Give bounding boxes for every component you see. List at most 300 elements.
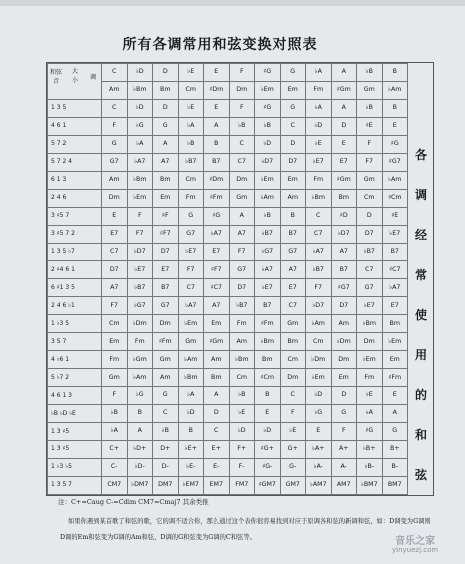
chord-cell: F [357, 135, 383, 153]
chord-cell: ♭B [102, 405, 128, 423]
chord-cell: ♭Bm [357, 315, 383, 333]
major-key-header: ♭A [306, 64, 332, 82]
chord-cell: ♯D [331, 207, 357, 225]
chord-cell: ♭D+ [127, 441, 153, 459]
chord-tones-cell: 1 3 5 [48, 99, 102, 117]
chord-cell: C7 [306, 225, 332, 243]
chord-cell: Cm [306, 333, 332, 351]
chord-cell: Am [153, 369, 179, 387]
side-title-char: 经 [414, 228, 427, 242]
chord-cell: ♯G7 [331, 279, 357, 297]
major-key-header: ♭B [357, 64, 383, 82]
chord-row [48, 171, 408, 189]
chord-cell: G [178, 207, 204, 225]
chord-cell: D [153, 99, 179, 117]
chord-row [48, 423, 408, 441]
header-corner-label: 大小 [71, 68, 78, 84]
chord-cell: F+ [229, 441, 255, 459]
chord-cell: F7 [306, 279, 332, 297]
chord-cell: ♭A [306, 99, 332, 117]
chord-cell: ♭E+ [178, 441, 204, 459]
chord-cell: A+ [331, 441, 357, 459]
chord-cell: Am [229, 333, 255, 351]
chord-cell: ♭B7 [255, 225, 281, 243]
side-title-char: 各 [414, 148, 427, 162]
chord-cell: ♭E [306, 135, 332, 153]
chord-cell: ♭Am [255, 189, 281, 207]
chord-cell: C7 [229, 153, 255, 171]
chord-cell: D [331, 117, 357, 135]
chord-cell: F [102, 387, 128, 405]
chord-cell: F [102, 117, 128, 135]
chord-cell: C [153, 405, 179, 423]
chord-cell: ♯Cm [382, 189, 408, 207]
chord-tones-cell: 1 3 5 7 [48, 476, 102, 494]
chord-cell: Em [204, 315, 230, 333]
chord-cell: Fm [306, 171, 332, 189]
chord-cell: ♭E [280, 423, 306, 441]
chord-cell: B [127, 405, 153, 423]
minor-key-header: Fm [306, 81, 332, 99]
chord-cell: ♭A- [306, 458, 332, 476]
chord-cell: ♭B [178, 135, 204, 153]
major-key-header: D [153, 64, 179, 82]
chord-cell: C [229, 135, 255, 153]
chord-tones-cell: 1 3 ♯5 [48, 423, 102, 441]
chord-cell: A7 [102, 279, 128, 297]
chord-cell: A- [331, 458, 357, 476]
chord-cell: Gm [280, 315, 306, 333]
chord-cell: ♭B- [357, 458, 383, 476]
chord-cell: ♭Am [127, 369, 153, 387]
chord-row [48, 225, 408, 243]
chord-cell: ♭A7 [255, 261, 281, 279]
chord-cell: C7 [102, 243, 128, 261]
minor-key-header: Gm [357, 81, 383, 99]
chord-cell: ♭A7 [382, 279, 408, 297]
chord-cell: Bm [382, 315, 408, 333]
chord-cell: D [357, 207, 383, 225]
chord-cell: D [204, 405, 230, 423]
chord-cell: ♭B7 [306, 261, 332, 279]
chord-cell: ♭E7 [178, 243, 204, 261]
chord-row [48, 405, 408, 423]
minor-key-header: ♭Bm [127, 81, 153, 99]
chord-cell: G7 [280, 243, 306, 261]
chord-cell: ♭Bm [229, 351, 255, 369]
chord-cell: ♭B [255, 117, 281, 135]
chord-cell: Em [382, 351, 408, 369]
chord-cell: C [204, 423, 230, 441]
chord-cell: F7 [178, 261, 204, 279]
chord-cell: ♭A7 [178, 297, 204, 315]
chord-cell: Gm [178, 333, 204, 351]
chord-cell: ♭E7 [127, 261, 153, 279]
chord-cell: ♭Gm [127, 351, 153, 369]
chord-cell: ♭B7 [127, 279, 153, 297]
chord-cell: ♭G7 [127, 297, 153, 315]
chord-cell: D7 [280, 153, 306, 171]
chord-tones-cell: 4 6 1 3 [48, 387, 102, 405]
major-key-header: C [102, 64, 128, 82]
chord-cell: Gm [153, 351, 179, 369]
chord-cell: F [229, 99, 255, 117]
chord-tones-cell: 3 5 7 [48, 333, 102, 351]
chord-cell: G [102, 135, 128, 153]
chord-cell: D+ [153, 441, 179, 459]
chord-tones-cell: 2 ♯4 6 1 [48, 261, 102, 279]
chord-cell: Cm [280, 351, 306, 369]
chord-cell: ♭D [306, 117, 332, 135]
chord-row [48, 369, 408, 387]
chord-cell: ♭Am [382, 171, 408, 189]
chord-row [48, 441, 408, 459]
chord-cell: ♭D7 [331, 225, 357, 243]
chord-cell: Am [280, 189, 306, 207]
chord-cell: F7 [229, 243, 255, 261]
chord-tones-cell: 2 4 6 ♭1 [48, 297, 102, 315]
chord-cell: ♭D [306, 387, 332, 405]
minor-key-header: ♭Am [382, 81, 408, 99]
chord-cell: ♭E7 [357, 297, 383, 315]
footnote-abbreviations: 注：C+=Caug C-=Cdim CM7=Cmaj7 其余类推 [58, 498, 209, 506]
chord-cell: A7 [153, 153, 179, 171]
chord-cell: ♯G [255, 99, 281, 117]
chord-cell: G7 [178, 225, 204, 243]
chord-cell: ♭A [127, 135, 153, 153]
chord-tones-cell: 6 1 3 [48, 171, 102, 189]
chord-cell: ♭B [229, 117, 255, 135]
major-key-header: B [382, 64, 408, 82]
chord-cell: A7 [229, 225, 255, 243]
chord-cell: ♭Dm [331, 333, 357, 351]
chord-cell: E7 [204, 243, 230, 261]
chord-cell: E [382, 117, 408, 135]
chord-cell: Bm [204, 369, 230, 387]
chord-cell: C7 [178, 279, 204, 297]
chord-cell: GM7 [280, 476, 306, 494]
chord-cell: ♭DM7 [127, 476, 153, 494]
minor-key-header: Am [102, 81, 128, 99]
chord-cell: ♯G [382, 135, 408, 153]
chord-cell: ♯GM7 [255, 476, 281, 494]
major-key-header: A [331, 64, 357, 82]
header-corner-label: 和弦音 [50, 69, 63, 85]
chord-cell: ♭B [153, 423, 179, 441]
minor-key-header: Bm [153, 81, 179, 99]
chord-cell: Am [331, 315, 357, 333]
chord-cell: ♯F7 [204, 261, 230, 279]
chord-cell: G- [280, 458, 306, 476]
chord-tones-cell: 3 ♯5 7 2 [48, 225, 102, 243]
chord-cell: ♭Dm [127, 315, 153, 333]
chord-tones-cell: 4 6 1 [48, 117, 102, 135]
chord-cell: ♯C7 [204, 279, 230, 297]
chord-cell: ♭Em [382, 333, 408, 351]
chord-row [48, 189, 408, 207]
chord-cell: ♭B7 [357, 243, 383, 261]
major-key-header: ♯G [255, 64, 281, 82]
chord-cell: G [382, 423, 408, 441]
chord-cell: D7 [102, 261, 128, 279]
chord-cell: ♭Dm [306, 351, 332, 369]
side-title-char: 调 [414, 188, 427, 202]
chord-cell: ♭Bm [178, 369, 204, 387]
chord-cell: C [280, 117, 306, 135]
chord-tones-cell: 3 ♯5 7 [48, 207, 102, 225]
page-top-edge [0, 0, 465, 6]
chord-cell: F7 [357, 153, 383, 171]
side-title-char: 使 [414, 308, 427, 322]
chord-cell: ♯E [357, 117, 383, 135]
chord-cell: ♭Bm [127, 171, 153, 189]
chord-cell: B7 [331, 261, 357, 279]
chord-cell: ♭Em [127, 189, 153, 207]
side-title-char: 的 [414, 388, 427, 402]
chord-cell: E7 [331, 153, 357, 171]
chord-cell: ♯Gm [331, 171, 357, 189]
chord-row [48, 117, 408, 135]
header-row-major [48, 64, 408, 82]
chord-cell: E [382, 387, 408, 405]
chord-cell: EM7 [204, 476, 230, 494]
chord-cell: ♭D [229, 423, 255, 441]
chord-cell: E7 [102, 225, 128, 243]
chord-cell: ♭A7 [127, 153, 153, 171]
chord-cell: B7 [255, 297, 281, 315]
chord-cell: ♭BM7 [357, 476, 383, 494]
chord-cell: E+ [204, 441, 230, 459]
chord-cell: C7 [357, 261, 383, 279]
chord-row [48, 261, 408, 279]
chord-cell: Cm [229, 369, 255, 387]
chord-cell: E7 [280, 279, 306, 297]
chord-cell: FM7 [229, 476, 255, 494]
minor-key-header: Em [280, 81, 306, 99]
chord-cell: ♭Em [178, 315, 204, 333]
chord-cell: ♯Fm [382, 369, 408, 387]
chord-tones-cell: 1 3 5 ♭7 [48, 243, 102, 261]
chord-cell: ♭A [178, 117, 204, 135]
chord-cell: Bm [331, 189, 357, 207]
chord-cell: ♭E7 [382, 225, 408, 243]
chord-tones-cell: 4 ♭6 1 [48, 351, 102, 369]
chord-cell: ♭E [357, 387, 383, 405]
chord-cell: C [102, 99, 128, 117]
chord-cell: Dm [153, 315, 179, 333]
chord-cell: CM7 [102, 476, 128, 494]
chord-cell: G7 [102, 153, 128, 171]
chord-cell: B7 [153, 279, 179, 297]
chord-cell: C7 [280, 297, 306, 315]
chord-cell: ♭A7 [306, 243, 332, 261]
header-corner-label: 调 [90, 74, 97, 81]
chord-cell: ♭A [178, 387, 204, 405]
chord-cell: ♯G- [255, 458, 281, 476]
chord-cell: G [331, 405, 357, 423]
chord-cell: ♯G [357, 423, 383, 441]
chord-cell: Em [331, 369, 357, 387]
chord-cell: ♭Em [255, 171, 281, 189]
chord-cell: ♯F7 [153, 225, 179, 243]
chord-cell: ♭B7 [178, 153, 204, 171]
chord-cell: ♭G7 [255, 243, 281, 261]
chord-row [48, 279, 408, 297]
major-key-header: F [229, 64, 255, 82]
chord-cell: D7 [153, 243, 179, 261]
chord-cell: AM7 [331, 476, 357, 494]
chord-chart-frame [46, 62, 434, 496]
chord-cell: A [229, 207, 255, 225]
chord-cell: ♯Gm [204, 333, 230, 351]
chord-cell: F [331, 423, 357, 441]
major-key-header: E [204, 64, 230, 82]
chord-row [48, 476, 408, 494]
chord-cell: ♭D [178, 405, 204, 423]
chord-cell: ♭G [127, 387, 153, 405]
chord-cell: G [153, 387, 179, 405]
major-key-header: ♭D [127, 64, 153, 82]
chord-cell: A [153, 135, 179, 153]
chord-cell: ♯Cm [255, 369, 281, 387]
chord-cell: E [306, 423, 332, 441]
chord-row [48, 315, 408, 333]
chord-row [48, 207, 408, 225]
chord-cell: Dm [280, 369, 306, 387]
chord-cell: G [153, 117, 179, 135]
chord-cell: ♭E [178, 99, 204, 117]
footnote-explanation: 如果你遇到某首歌了和弦的歌，它的调不适合你，那么通过这个表你很容易找到对应于原调各和弦的新调和弦，如：D调变为G调则D调的Em和弦变为G调的Am和弦，D调的G和弦变为G调的C和弦等。 [60, 518, 431, 541]
chord-tones-cell: 6 ♯1 3 5 [48, 279, 102, 297]
chord-cell: D7 [357, 225, 383, 243]
chord-cell: ♭B [229, 387, 255, 405]
chord-cell: ♯Fm [255, 315, 281, 333]
chord-cell: ♭D [127, 99, 153, 117]
chord-cell: ♯E [382, 207, 408, 225]
chord-row [48, 297, 408, 315]
chord-cell: ♭E7 [306, 153, 332, 171]
chord-cell: B7 [382, 243, 408, 261]
chord-cell: F7 [127, 225, 153, 243]
chord-cell: E- [204, 458, 230, 476]
header-corner [48, 64, 102, 100]
watermark-url: yinyuezj.com [392, 546, 439, 554]
page-title: 所有各调常用和弦变换对照表 [122, 37, 318, 53]
chord-cell: Am [102, 171, 128, 189]
chord-tones-cell: 5 7 2 4 [48, 153, 102, 171]
chord-cell: ♯Fm [153, 333, 179, 351]
chord-cell: ♭A [102, 423, 128, 441]
chord-cell: ♯G+ [255, 441, 281, 459]
chord-row [48, 458, 408, 476]
chord-cell: A [127, 423, 153, 441]
chord-cell: Gm [229, 189, 255, 207]
chord-cell: A [204, 117, 230, 135]
chord-cell: ♭D [255, 135, 281, 153]
chord-cell: Fm [102, 351, 128, 369]
chord-cell: E [331, 135, 357, 153]
chord-cell: C+ [102, 441, 128, 459]
chord-cell: ♭D [255, 423, 281, 441]
chord-cell: B [382, 99, 408, 117]
chord-cell: ♭B7 [229, 297, 255, 315]
chord-cell: A7 [204, 297, 230, 315]
chord-cell: ♭E7 [255, 279, 281, 297]
chord-cell: G7 [357, 279, 383, 297]
chord-cell: ♭A [357, 405, 383, 423]
chord-cell: E7 [382, 297, 408, 315]
major-key-header: ♭E [178, 64, 204, 82]
minor-key-header: Dm [229, 81, 255, 99]
chord-cell: ♭Bm [306, 189, 332, 207]
chord-cell: B7 [280, 225, 306, 243]
chord-cell: ♭G [306, 405, 332, 423]
chord-row [48, 99, 408, 117]
chord-cell: A7 [331, 243, 357, 261]
chord-row [48, 243, 408, 261]
chord-cell: Fm [229, 315, 255, 333]
chord-cell: ♭D7 [127, 243, 153, 261]
chord-cell: A [331, 99, 357, 117]
chord-cell: A [204, 387, 230, 405]
chord-cell: G [280, 99, 306, 117]
chord-cell: ♯G [204, 207, 230, 225]
chord-cell: B+ [382, 441, 408, 459]
chord-cell: G+ [280, 441, 306, 459]
chord-cell: Em [102, 333, 128, 351]
chord-cell: Fm [127, 333, 153, 351]
chord-cell: D [331, 387, 357, 405]
site-watermark [392, 538, 438, 554]
chord-cell: A7 [280, 261, 306, 279]
header-row-minor [48, 81, 408, 99]
major-key-header: G [280, 64, 306, 82]
chord-cell: Cm [357, 189, 383, 207]
watermark-logo-text: 音乐之家 [395, 536, 436, 547]
chord-cell: E [204, 99, 230, 117]
chord-cell: ♯F [153, 207, 179, 225]
chord-cell: Dm [357, 333, 383, 351]
chord-tones-cell: 5 7 2 [48, 135, 102, 153]
chord-cell: ♭EM7 [178, 476, 204, 494]
chord-cell: F [280, 405, 306, 423]
chord-cell: ♭B [255, 207, 281, 225]
chord-cell: Em [280, 171, 306, 189]
chord-cell: D7 [229, 279, 255, 297]
chord-cell: ♭Am [178, 351, 204, 369]
chord-row [48, 135, 408, 153]
chord-cell: B [204, 135, 230, 153]
chord-cell: Cm [178, 171, 204, 189]
side-title-char: 和 [414, 428, 427, 442]
chord-cell: D [280, 135, 306, 153]
chord-cell: ♭Am [306, 315, 332, 333]
chord-cell: ♭B [357, 99, 383, 117]
chord-cell: Fm [178, 189, 204, 207]
chord-cell: Bm [280, 333, 306, 351]
minor-key-header: ♭Em [255, 81, 281, 99]
chord-cell: F7 [102, 297, 128, 315]
chord-cell: ♭Bm [255, 333, 281, 351]
chord-cell: Gm [102, 369, 128, 387]
chord-cell: ♭D- [127, 458, 153, 476]
chord-cell: C [306, 207, 332, 225]
chord-cell: ♭B+ [357, 441, 383, 459]
chord-tones-cell: 1 ♭3 ♭5 [48, 458, 102, 476]
chord-cell: B- [382, 458, 408, 476]
chord-cell: BM7 [382, 476, 408, 494]
chord-cell: Gm [357, 171, 383, 189]
